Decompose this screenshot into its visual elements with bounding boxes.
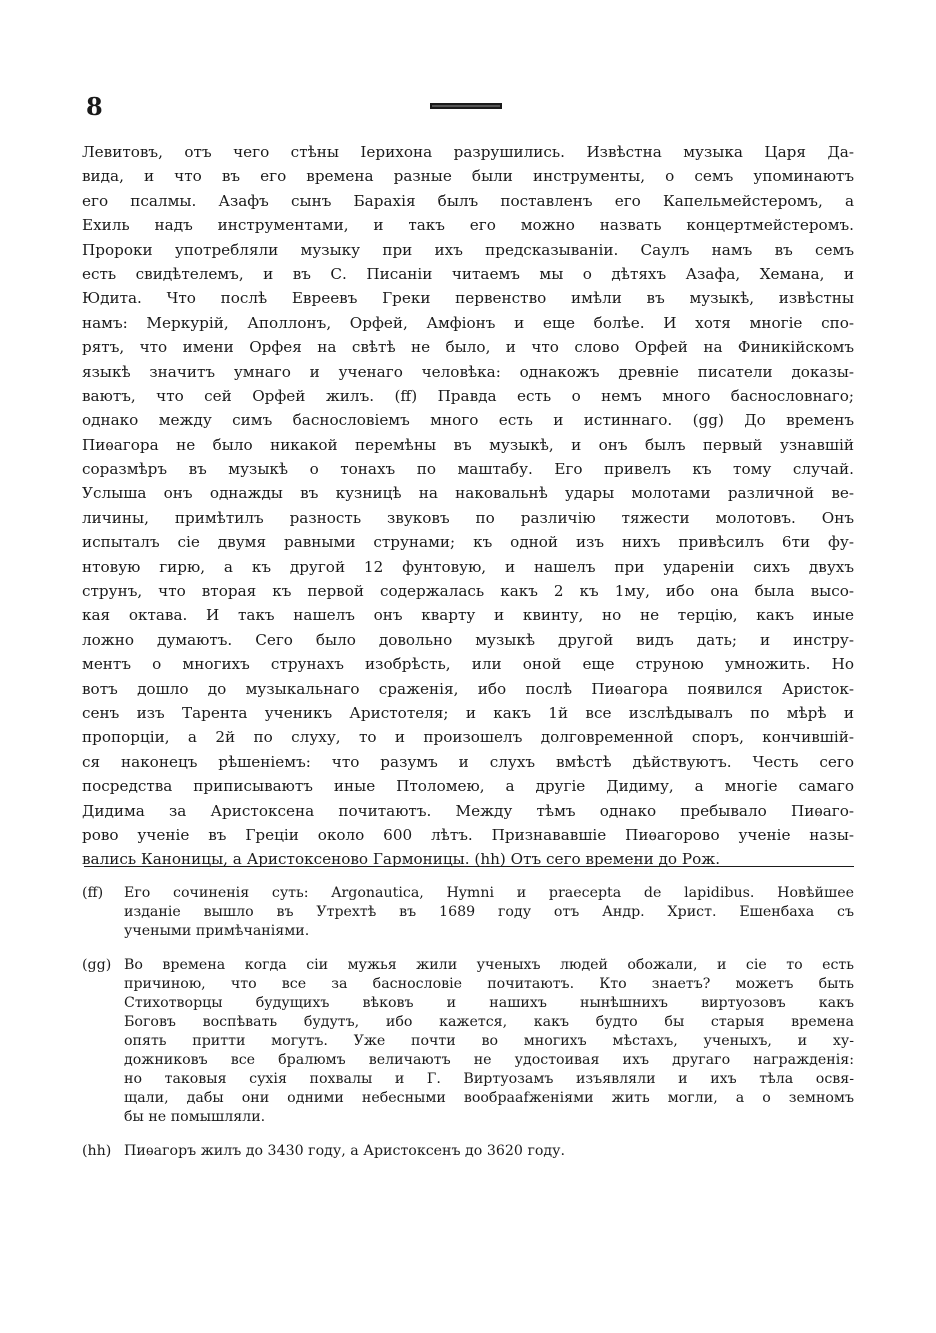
footnote-line: Пиѳагоръ жилъ до 3430 году, а Аристоксенъ до 3620 году. <box>124 1143 566 1159</box>
text-line: есть свидѣтелемъ, и въ С. Писаніи читаемъ мы о дѣтяхъ Азафа, Хемана, и <box>82 264 854 283</box>
footnote-marker: (ff) <box>82 885 104 901</box>
footnote-line: Боговъ воспѣвать будутъ, ибо кажется, какъ будто бы старыя времена <box>124 1014 854 1030</box>
footnote <box>82 1142 854 1161</box>
text-line: кая октава. И такъ нашелъ онъ кварту и квинту, но не терцію, какъ иные <box>82 606 854 625</box>
text-line: нтовую гирю, а къ другой 12 фунтовую, и нашелъ при удареніи сихъ двухъ <box>82 557 854 576</box>
text-line: Левитовъ, отъ чего стѣны Іерихона разрушились. Извѣстна музыка Царя Да- <box>82 143 854 161</box>
text-line: струнъ, что вторая къ первой содержалась какъ 2 къ 1му, ибо она была высо- <box>82 582 854 601</box>
footnote-body <box>124 1142 854 1161</box>
text-line: ложно думаютъ. Сего было довольно музыкѣ другой видъ дать; и инстру- <box>82 630 854 649</box>
text-line: ментъ о многихъ струнахъ изобрѣсть, или оной еще струною умножить. Но <box>82 655 854 674</box>
text-line: рово ученіе въ Греціи около 600 лѣтъ. Признававшіе Пиѳагорово ученіе назы- <box>82 825 854 844</box>
footnote-line: щали, дабы они одними небесными вообраafженіями жить могли, а о земномъ <box>124 1090 854 1106</box>
footnote-line: опять притти могутъ. Уже почти во многихъ мѣстахъ, ученыхъ, и ху- <box>124 1033 854 1049</box>
text-line: однако между симъ баснословіемъ много есть и истиннаго. (gg) До временъ <box>82 411 854 430</box>
footnote <box>82 956 854 1127</box>
text-line: ваютъ, что сей Орфей жилъ. (ff) Правда есть о немъ много баснословнаго; <box>82 386 854 405</box>
text-line: его псалмы. Азафъ сынъ Барахія былъ поставленъ его Капельмейстеромъ, а <box>82 191 854 210</box>
footnote-line: бы не помышляли. <box>124 1109 266 1125</box>
text-line: вались Каноницы, а Аристоксеново Гармоницы. (hh) Отъ сего времени до Рож. <box>82 850 721 869</box>
footnote-line: учеными примѣчаніями. <box>124 923 310 939</box>
text-line: вотъ дошло до музыкальнаго сраженія, ибо послѣ Пиѳагора появился Аристок- <box>82 679 854 698</box>
footnote-line: но таковыя сухія похвалы и Г. Виртуозамъ изъявляли и ихъ тѣла освя- <box>124 1071 854 1087</box>
footnote-line: изданіе вышло въ Утрехтѣ въ 1689 году отъ Андр. Христ. Ешенбаха съ <box>124 904 854 920</box>
text-line: пропорціи, а 2й по слуху, то и произошелъ долговременной споръ, кончившій- <box>82 728 854 747</box>
text-line: вида, и что въ его времена разные были инструменты, о семъ упоминаютъ <box>82 167 854 186</box>
footnote <box>82 884 854 941</box>
footnote-body <box>124 956 854 1127</box>
text-line: рятъ, что имени Орфея на свѣтѣ не было, и что слово Орфей на Финикійскомъ <box>82 338 854 357</box>
main-text <box>82 140 854 872</box>
footnote-body <box>124 884 854 941</box>
page-number: 8 <box>86 92 103 121</box>
footnote-marker: (hh) <box>82 1143 112 1159</box>
text-line: Ехиль надъ инструментами, и такъ его можно назвать концертмейстеромъ. <box>82 216 854 235</box>
text-line: испыталъ сіе двумя равными струнами; къ одной изъ нихъ привѣсилъ 6ти фу- <box>82 533 854 552</box>
text-line: ся наконецъ рѣшеніемъ: что разумъ и слухъ вмѣстѣ дѣйствуютъ. Честь сего <box>82 752 854 771</box>
text-line: Услыша онъ однажды въ кузницѣ на наковальнѣ удары молотами различной ве- <box>82 484 854 503</box>
text-line: намъ: Меркурій, Аполлонъ, Орфей, Амфіонъ и еще болѣе. И хотя многіе спо- <box>82 313 854 332</box>
text-line: соразмѣръ въ музыкѣ о тонахъ по маштабу. Его привелъ къ тому случай. <box>82 460 854 479</box>
text-line: сенъ изъ Тарента ученикъ Аристотеля; и какъ 1й все изслѣдывалъ по мѣрѣ и <box>82 703 854 722</box>
footnote-line: дожниковъ все бралюмъ величаютъ не удостоивая ихъ другаго награжденія: <box>124 1052 854 1068</box>
footnote-line: Его сочиненія суть: Argonautica, Hymni и praecepta de lapidibus. Новѣйшее <box>124 885 854 901</box>
text-line: Юдита. Что послѣ Евреевъ Греки первенство имѣли въ музыкѣ, извѣстны <box>82 289 854 308</box>
footnote-line: Во времена когда сіи мужья жили ученыхъ людей обожали, и сіе то есть <box>124 957 854 973</box>
footnote-marker: (gg) <box>82 957 112 973</box>
footnote-divider <box>84 866 854 867</box>
text-line: Пророки употребляли музыку при ихъ предсказываніи. Саулъ намъ въ семъ <box>82 240 854 259</box>
text-line: языкѣ значитъ умнаго и ученаго человѣка: однакожъ древніе писатели доказы- <box>82 362 854 381</box>
text-line: личины, примѣтилъ разность звуковъ по различію тяжести молотовъ. Онъ <box>82 508 854 527</box>
footnote-line: причиною, что все за баснословіе почитаютъ. Кто знаетъ? можетъ быть <box>124 976 854 992</box>
header-ornament <box>430 101 502 111</box>
text-line: Пиѳагора не было никакой перемѣны въ музыкѣ, и онъ былъ первый узнавшій <box>82 435 854 454</box>
text-line: Дидима за Аристоксена почитаютъ. Между тѣмъ однако пребывало Пиѳаго- <box>82 801 854 820</box>
text-line: посредства приписываютъ иные Птоломею, а другіе Дидиму, а многіе самаго <box>82 777 854 796</box>
footnotes <box>82 884 854 1176</box>
footnote-line: Стихотворцы будущихъ вѣковъ и нашихъ нынѣшнихъ виртуозовъ какъ <box>124 995 854 1011</box>
